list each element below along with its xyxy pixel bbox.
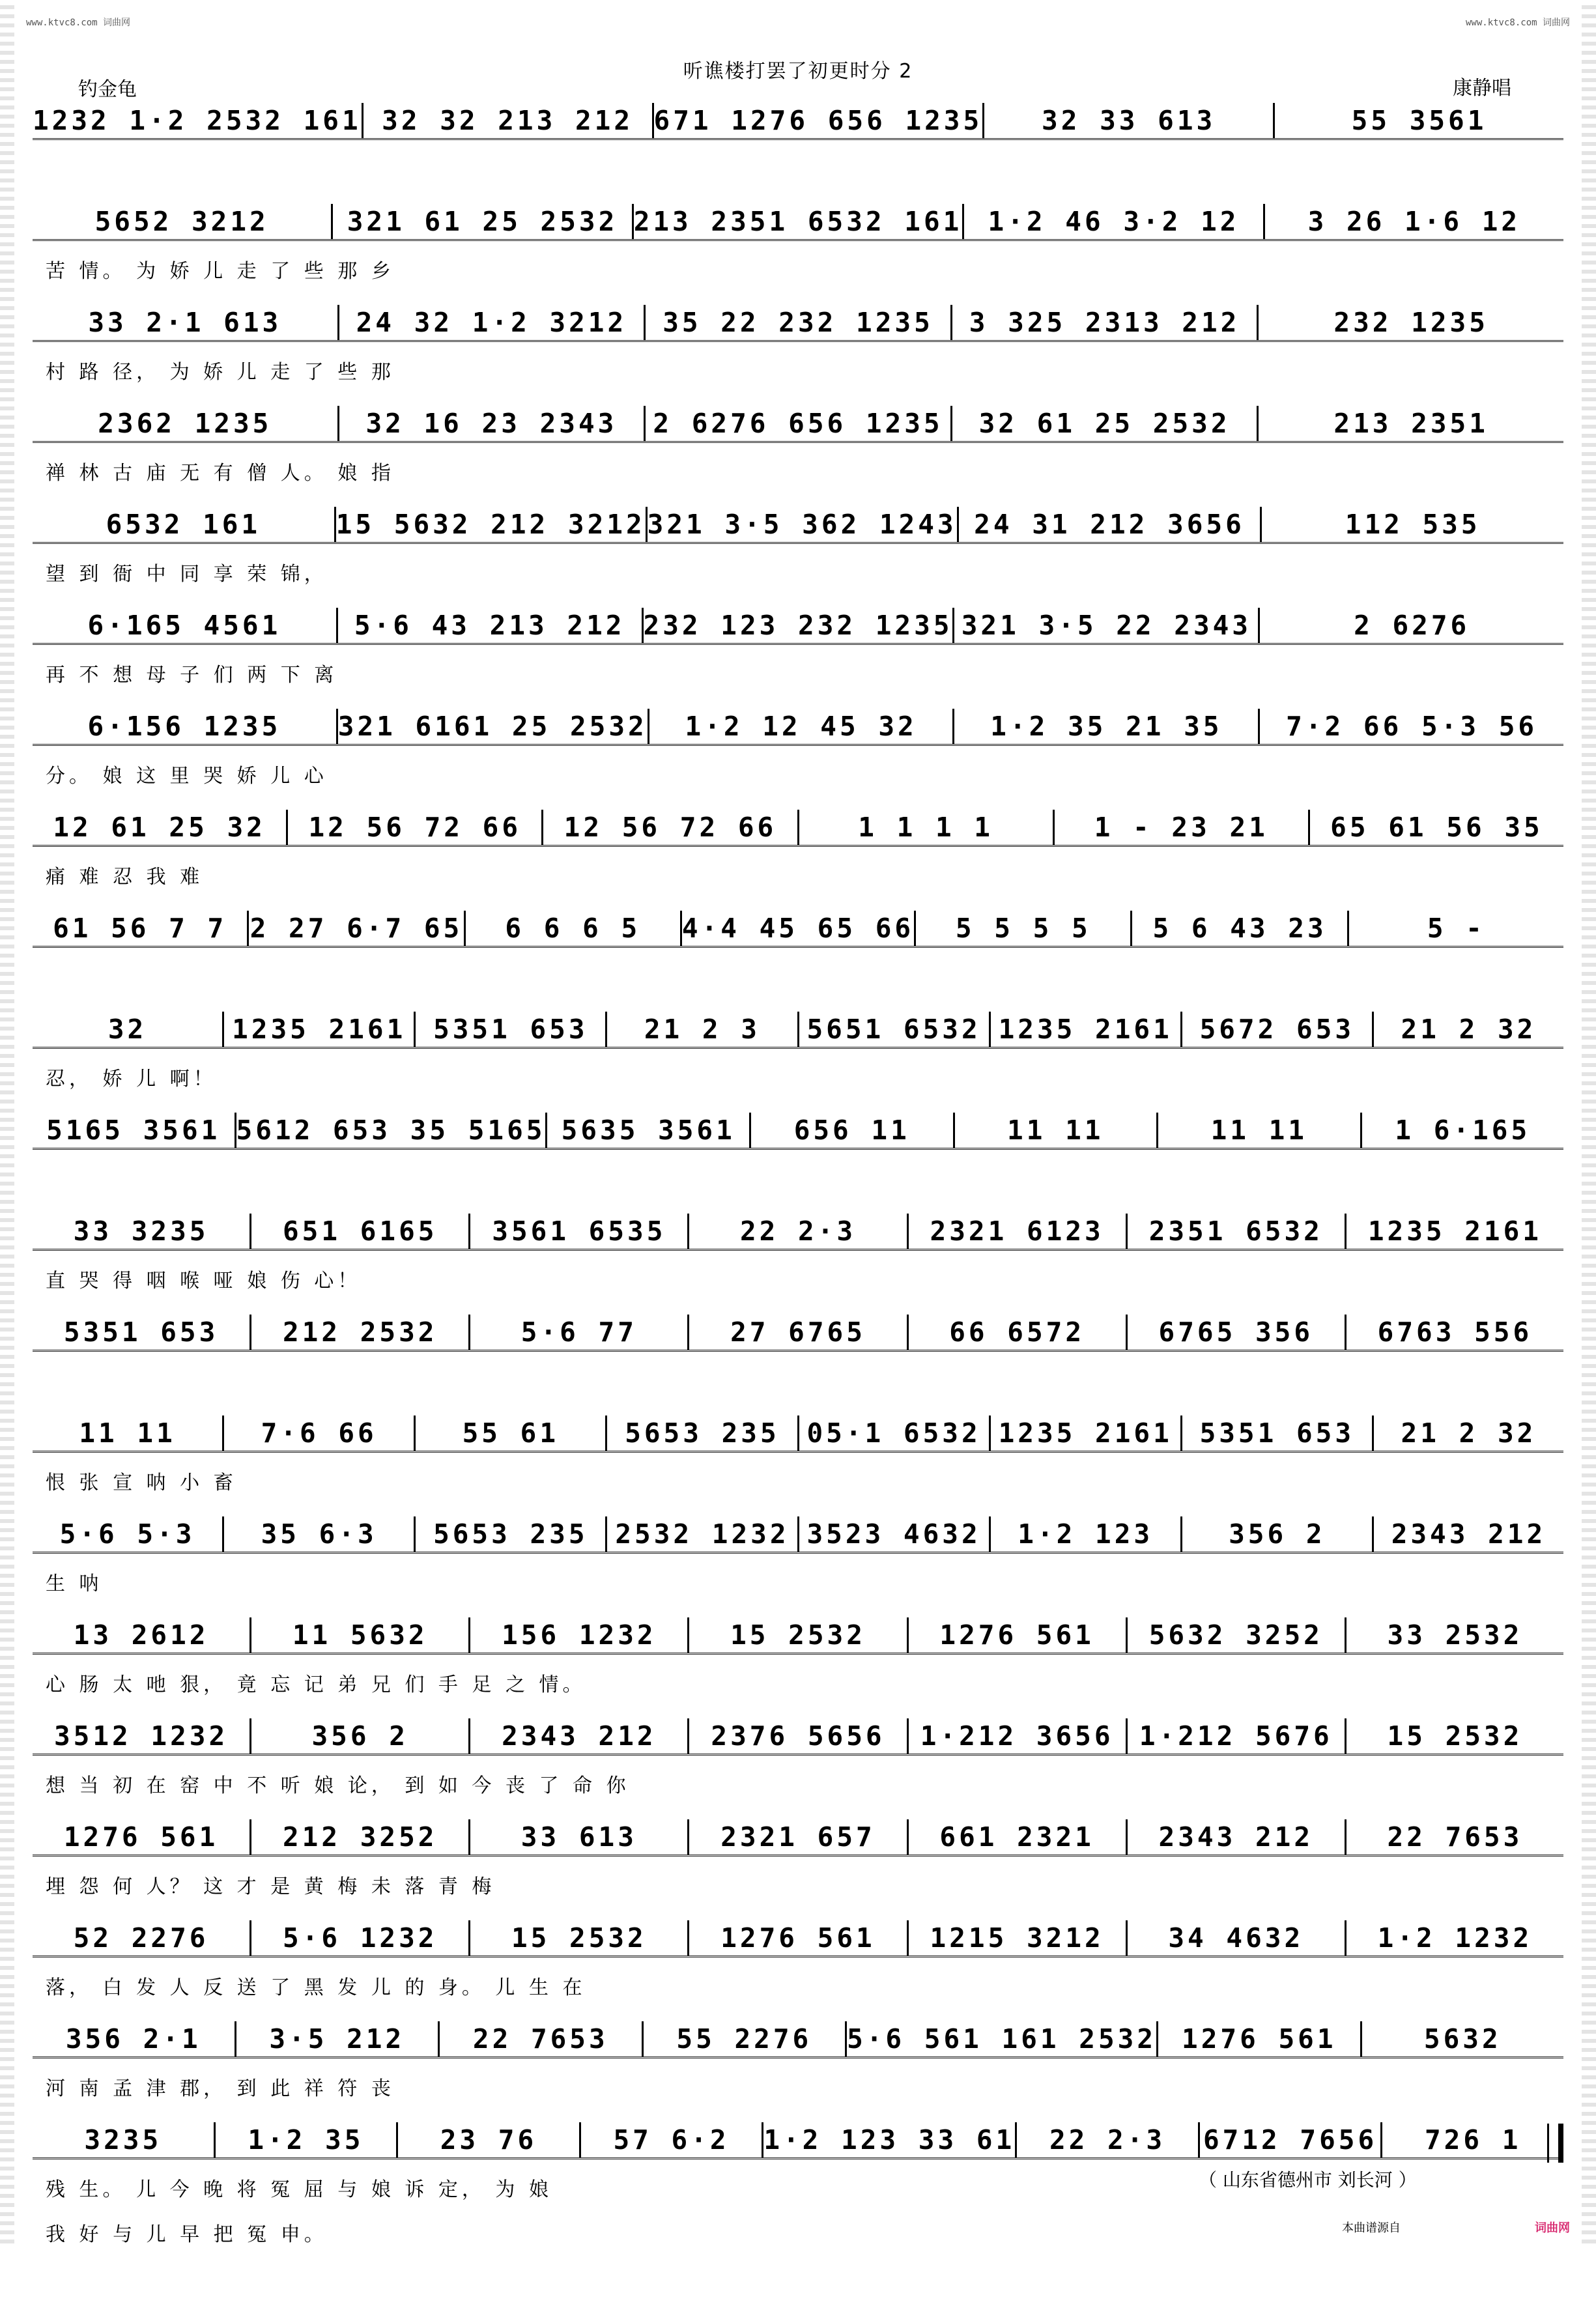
measure: 33 613 xyxy=(470,1819,689,1855)
measure: 55 3561 xyxy=(1351,105,1487,136)
score-row xyxy=(33,2016,1563,2117)
measure: 3·5 212 xyxy=(236,2021,440,2056)
lyric-text: 忍， 娇 儿 啊！ xyxy=(46,1068,217,1090)
measure: 5653 235 xyxy=(416,1516,607,1552)
score-row xyxy=(33,98,1563,199)
lyric-line xyxy=(33,2218,1563,2244)
measure: 1276 561 xyxy=(1158,2021,1362,2056)
source-credit: （ 山东省德州市 刘长河 ） xyxy=(1199,2169,1417,2191)
measure: 232 1235 xyxy=(1333,307,1489,338)
measure: 57 6·2 xyxy=(581,2122,764,2157)
measure: 5351 653 xyxy=(416,1012,607,1047)
lyric-line xyxy=(33,1062,1563,1088)
lyric-line xyxy=(33,1264,1563,1290)
measure: 1235 2161 xyxy=(224,1012,416,1047)
measure: 11 11 xyxy=(955,1113,1159,1148)
measure: 1276 561 xyxy=(909,1617,1128,1653)
measure: 1 - 23 21 xyxy=(1055,810,1310,845)
measure: 5632 3252 xyxy=(1128,1617,1347,1653)
measure: 34 4632 xyxy=(1128,1920,1347,1956)
measure: 7·2 66 5·3 56 xyxy=(1286,711,1538,742)
lyric-line xyxy=(33,1466,1563,1492)
lyric-line xyxy=(33,2072,1563,2098)
score-row xyxy=(33,804,1563,905)
notation-line xyxy=(33,1516,1563,1554)
notation-line xyxy=(33,406,1563,443)
measure: 5 6 43 23 xyxy=(1132,911,1348,946)
lyric-line xyxy=(33,255,1563,281)
right-decorative-border xyxy=(1582,0,1596,2243)
measure: 1 1 1 1 xyxy=(799,810,1055,845)
measure: 2 27 6·7 65 xyxy=(249,911,465,946)
measure: 5·6 1232 xyxy=(251,1920,470,1956)
measure: 1·2 35 xyxy=(216,2122,399,2157)
measure: 5 5 5 5 xyxy=(916,911,1132,946)
measure: 6712 7656 xyxy=(1200,2122,1383,2157)
lyric-line xyxy=(33,1668,1563,1694)
measure: 212 3252 xyxy=(251,1819,470,1855)
measure: 24 31 212 3656 xyxy=(959,507,1262,542)
lyric-line xyxy=(33,961,1563,988)
measure: 1276 561 xyxy=(689,1920,908,1956)
score-row xyxy=(33,1006,1563,1107)
score-body xyxy=(33,98,1563,2319)
measure: 27 6765 xyxy=(689,1315,908,1350)
measure: 6 6 6 5 xyxy=(466,911,682,946)
lyric-line xyxy=(33,356,1563,382)
measure: 2362 1235 xyxy=(33,406,339,441)
measure: 2 6276 656 1235 xyxy=(646,406,952,441)
measure: 32 33 613 xyxy=(984,103,1275,138)
score-row xyxy=(33,1713,1563,1814)
notation-line xyxy=(33,2021,1563,2058)
measure: 15 2532 xyxy=(1387,1720,1523,1752)
measure: 15 5632 212 3212 xyxy=(336,507,648,542)
measure: 661 2321 xyxy=(909,1819,1128,1855)
measure: 1·2 12 45 32 xyxy=(649,709,955,744)
notation-line xyxy=(33,1113,1563,1150)
score-row xyxy=(33,199,1563,300)
measure: 32 xyxy=(33,1012,224,1047)
lyric-text: 苦 情。 为 娇 儿 走 了 些 那 乡 xyxy=(46,260,395,283)
measure: 3 26 1·6 12 xyxy=(1307,206,1521,237)
measure: 32 32 213 212 xyxy=(363,103,654,138)
lyric-text: 心 肠 太 吔 狠， 竟 忘 记 弟 兄 们 手 足 之 情。 xyxy=(46,1673,586,1696)
score-row xyxy=(33,1309,1563,1410)
lyric-text: 河 南 孟 津 郡， 到 此 祥 符 丧 xyxy=(46,2077,395,2100)
measure: 6·165 4561 xyxy=(33,608,338,643)
footer-source-label: 本曲谱源自 xyxy=(1342,2221,1401,2235)
notation-line xyxy=(33,1315,1563,1352)
measure: 156 1232 xyxy=(470,1617,689,1653)
measure: 23 76 xyxy=(398,2122,581,2157)
measure: 213 2351 6532 161 xyxy=(634,204,965,239)
measure: 2343 212 xyxy=(1391,1518,1546,1550)
lyric-text: 村 路 径， 为 娇 儿 走 了 些 那 xyxy=(46,361,395,384)
measure: 6763 556 xyxy=(1377,1316,1533,1348)
measure: 112 535 xyxy=(1345,509,1481,540)
score-row xyxy=(33,2218,1563,2319)
measure: 1235 2161 xyxy=(991,1416,1182,1451)
measure: 1215 3212 xyxy=(909,1920,1128,1956)
notation-line xyxy=(33,103,1563,140)
lyric-line xyxy=(33,558,1563,584)
measure: 11 11 xyxy=(1158,1113,1362,1148)
measure: 3 325 2313 212 xyxy=(952,305,1259,340)
measure: 55 2276 xyxy=(644,2021,848,2056)
notation-line xyxy=(33,507,1563,544)
lyric-text: 落， 白 发 人 反 送 了 黑 发 儿 的 身。 儿 生 在 xyxy=(46,1976,586,1999)
measure: 2532 1232 xyxy=(607,1516,799,1552)
measure: 5 - xyxy=(1427,913,1485,944)
lyric-text: 禅 林 古 庙 无 有 僧 人。 娘 指 xyxy=(46,462,395,485)
measure: 5632 xyxy=(1423,2023,1502,2055)
measure: 4·4 45 65 66 xyxy=(682,911,916,946)
lyric-line xyxy=(33,760,1563,786)
lyric-text: 想 当 初 在 窑 中 不 听 娘 论， 到 如 今 丧 了 命 你 xyxy=(46,1774,630,1797)
measure: 2343 212 xyxy=(470,1718,689,1754)
measure: 15 2532 xyxy=(689,1617,908,1653)
measure: 656 11 xyxy=(751,1113,955,1148)
notation-line xyxy=(33,305,1563,342)
measure: 11 5632 xyxy=(251,1617,470,1653)
lyric-text: 分。 娘 这 里 哭 娇 儿 心 xyxy=(46,765,328,788)
measure: 3512 1232 xyxy=(33,1718,251,1754)
measure: 5351 653 xyxy=(1182,1416,1374,1451)
lyric-line xyxy=(33,1567,1563,1593)
measure: 12 56 72 66 xyxy=(288,810,543,845)
left-decorative-border xyxy=(0,0,14,2243)
measure: 1276 561 xyxy=(33,1819,251,1855)
lyric-text: 直 哭 得 咽 喉 哑 娘 伤 心！ xyxy=(46,1270,362,1292)
measure: 15 2532 xyxy=(470,1920,689,1956)
measure: 3235 xyxy=(33,2122,216,2157)
measure: 05·1 6532 xyxy=(799,1416,991,1451)
notation-line xyxy=(33,709,1563,746)
final-barline xyxy=(1547,2124,1563,2163)
measure: 2 6276 xyxy=(1354,610,1470,641)
notation-line xyxy=(33,1718,1563,1756)
measure: 55 61 xyxy=(416,1416,607,1451)
measure: 321 3·5 22 2343 xyxy=(954,608,1260,643)
measure: 11 11 xyxy=(33,1416,224,1451)
lyric-text: 埋 怨 何 人？ 这 才 是 黄 梅 未 落 青 梅 xyxy=(46,1875,496,1898)
measure: 22 7653 xyxy=(1387,1821,1523,1853)
measure: 3561 6535 xyxy=(470,1214,689,1249)
score-row xyxy=(33,704,1563,804)
notation-line xyxy=(33,1416,1563,1453)
measure: 1 6·165 xyxy=(1395,1115,1531,1146)
measure: 1235 2161 xyxy=(991,1012,1182,1047)
measure: 212 2532 xyxy=(251,1315,470,1350)
singer-credit: 康静唱 xyxy=(1453,77,1511,100)
measure: 7·6 66 xyxy=(224,1416,416,1451)
notation-line xyxy=(33,1617,1563,1655)
measure: 232 123 232 1235 xyxy=(644,608,955,643)
measure: 3523 4632 xyxy=(799,1516,991,1552)
measure: 5653 235 xyxy=(607,1416,799,1451)
notation-line xyxy=(33,810,1563,847)
measure: 1·2 35 21 35 xyxy=(954,709,1260,744)
measure: 5672 653 xyxy=(1182,1012,1374,1047)
score-row xyxy=(33,1208,1563,1309)
measure: 651 6165 xyxy=(251,1214,470,1249)
lyric-text: 残 生。 儿 今 晚 将 冤 屈 与 娘 诉 定， 为 娘 xyxy=(46,2178,552,2201)
measure: 1·2 123 xyxy=(991,1516,1182,1552)
measure: 12 61 25 32 xyxy=(33,810,288,845)
lyric-line xyxy=(33,154,1563,180)
measure: 33 2532 xyxy=(1387,1619,1523,1651)
footer-site-logo[interactable]: 词曲网 xyxy=(1535,2221,1570,2235)
measure: 671 1276 656 1235 xyxy=(654,103,985,138)
measure: 5·6 561 161 2532 xyxy=(847,2021,1158,2056)
notation-line xyxy=(33,1920,1563,1957)
measure: 2343 212 xyxy=(1128,1819,1347,1855)
measure: 6·156 1235 xyxy=(33,709,338,744)
measure: 321 61 25 2532 xyxy=(333,204,633,239)
measure: 5·6 43 213 212 xyxy=(338,608,644,643)
score-row xyxy=(33,905,1563,1006)
notation-line xyxy=(33,608,1563,645)
lyric-text: 我 好 与 儿 早 把 冤 申。 xyxy=(46,2223,328,2246)
measure: 33 2·1 613 xyxy=(33,305,339,340)
lyric-line xyxy=(33,1769,1563,1795)
measure: 1·2 1232 xyxy=(1377,1922,1533,1954)
measure: 321 6161 25 2532 xyxy=(338,709,649,744)
site-url-top-right[interactable]: www.ktvc8.com 词曲网 xyxy=(1465,18,1570,28)
measure: 21 2 3 xyxy=(607,1012,799,1047)
measure: 32 16 23 2343 xyxy=(339,406,646,441)
lyric-line xyxy=(33,457,1563,483)
measure: 2321 6123 xyxy=(909,1214,1128,1249)
measure: 12 56 72 66 xyxy=(543,810,799,845)
measure: 321 3·5 362 1243 xyxy=(648,507,959,542)
measure: 1235 2161 xyxy=(1367,1216,1542,1247)
measure: 33 3235 xyxy=(33,1214,251,1249)
tune-name: 钓金龟 xyxy=(78,78,137,101)
measure: 356 2·1 xyxy=(33,2021,236,2056)
lyric-text: 生 呐 xyxy=(46,1572,103,1595)
measure: 22 2·3 xyxy=(1017,2122,1200,2157)
measure: 2376 5656 xyxy=(689,1718,908,1754)
measure: 5351 653 xyxy=(33,1315,251,1350)
score-row xyxy=(33,1915,1563,2016)
notation-line xyxy=(33,911,1563,948)
measure: 21 2 32 xyxy=(1401,1014,1537,1045)
measure: 6765 356 xyxy=(1128,1315,1347,1350)
measure: 22 7653 xyxy=(440,2021,644,2056)
measure: 1232 1·2 2532 161 xyxy=(33,103,363,138)
measure: 726 1 xyxy=(1424,2124,1522,2155)
lyric-text: 再 不 想 母 子 们 两 下 离 xyxy=(46,664,338,687)
lyric-text: 望 到 衙 中 同 享 荣 锦， xyxy=(46,563,328,586)
measure: 66 6572 xyxy=(909,1315,1128,1350)
score-row xyxy=(33,1410,1563,1511)
measure: 1·2 123 33 61 xyxy=(763,2122,1017,2157)
measure: 1·212 5676 xyxy=(1128,1718,1347,1754)
measure: 35 22 232 1235 xyxy=(646,305,952,340)
measure: 35 6·3 xyxy=(224,1516,416,1552)
measure: 5635 3561 xyxy=(547,1113,751,1148)
measure: 32 61 25 2532 xyxy=(952,406,1259,441)
notation-line xyxy=(33,1819,1563,1857)
lyric-line xyxy=(33,861,1563,887)
measure: 1·212 3656 xyxy=(909,1718,1128,1754)
score-row xyxy=(33,1511,1563,1612)
measure: 65 61 56 35 xyxy=(1330,812,1543,843)
measure: 6532 161 xyxy=(33,507,336,542)
measure: 356 2 xyxy=(251,1718,470,1754)
measure: 2321 657 xyxy=(689,1819,908,1855)
notation-line xyxy=(33,1214,1563,1251)
score-row xyxy=(33,300,1563,401)
measure: 5612 653 35 5165 xyxy=(236,1113,548,1148)
measure: 1·2 46 3·2 12 xyxy=(964,204,1264,239)
lyric-line xyxy=(33,1870,1563,1896)
lyric-line xyxy=(33,1163,1563,1189)
measure: 5165 3561 xyxy=(33,1113,236,1148)
measure: 356 2 xyxy=(1182,1516,1374,1552)
measure: 5·6 77 xyxy=(470,1315,689,1350)
score-title: 听谯楼打罢了初更时分 2 xyxy=(683,60,913,83)
notation-line xyxy=(33,204,1563,241)
lyric-line xyxy=(33,1971,1563,1997)
score-row xyxy=(33,1107,1563,1208)
measure: 5651 6532 xyxy=(799,1012,991,1047)
lyric-text: 痛 难 忍 我 难 xyxy=(46,866,204,889)
measure: 24 32 1·2 3212 xyxy=(339,305,646,340)
measure: 61 56 7 7 xyxy=(33,911,249,946)
notation-line xyxy=(33,1012,1563,1049)
score-row xyxy=(33,502,1563,603)
measure: 52 2276 xyxy=(33,1920,251,1956)
lyric-text: 恨 张 宣 呐 小 畜 xyxy=(46,1472,237,1494)
lyric-line xyxy=(33,659,1563,685)
score-row xyxy=(33,401,1563,502)
notation-line xyxy=(33,2122,1563,2159)
score-row xyxy=(33,603,1563,704)
measure: 22 2·3 xyxy=(689,1214,908,1249)
score-row xyxy=(33,1814,1563,1915)
measure: 5·6 5·3 xyxy=(33,1516,224,1552)
measure: 5652 3212 xyxy=(33,204,333,239)
site-url-top-left[interactable]: www.ktvc8.com 词曲网 xyxy=(26,18,131,28)
measure: 13 2612 xyxy=(33,1617,251,1653)
measure: 21 2 32 xyxy=(1401,1417,1537,1449)
score-row xyxy=(33,1612,1563,1713)
measure: 2351 6532 xyxy=(1128,1214,1347,1249)
measure: 213 2351 xyxy=(1333,408,1489,439)
lyric-line xyxy=(33,1365,1563,1391)
